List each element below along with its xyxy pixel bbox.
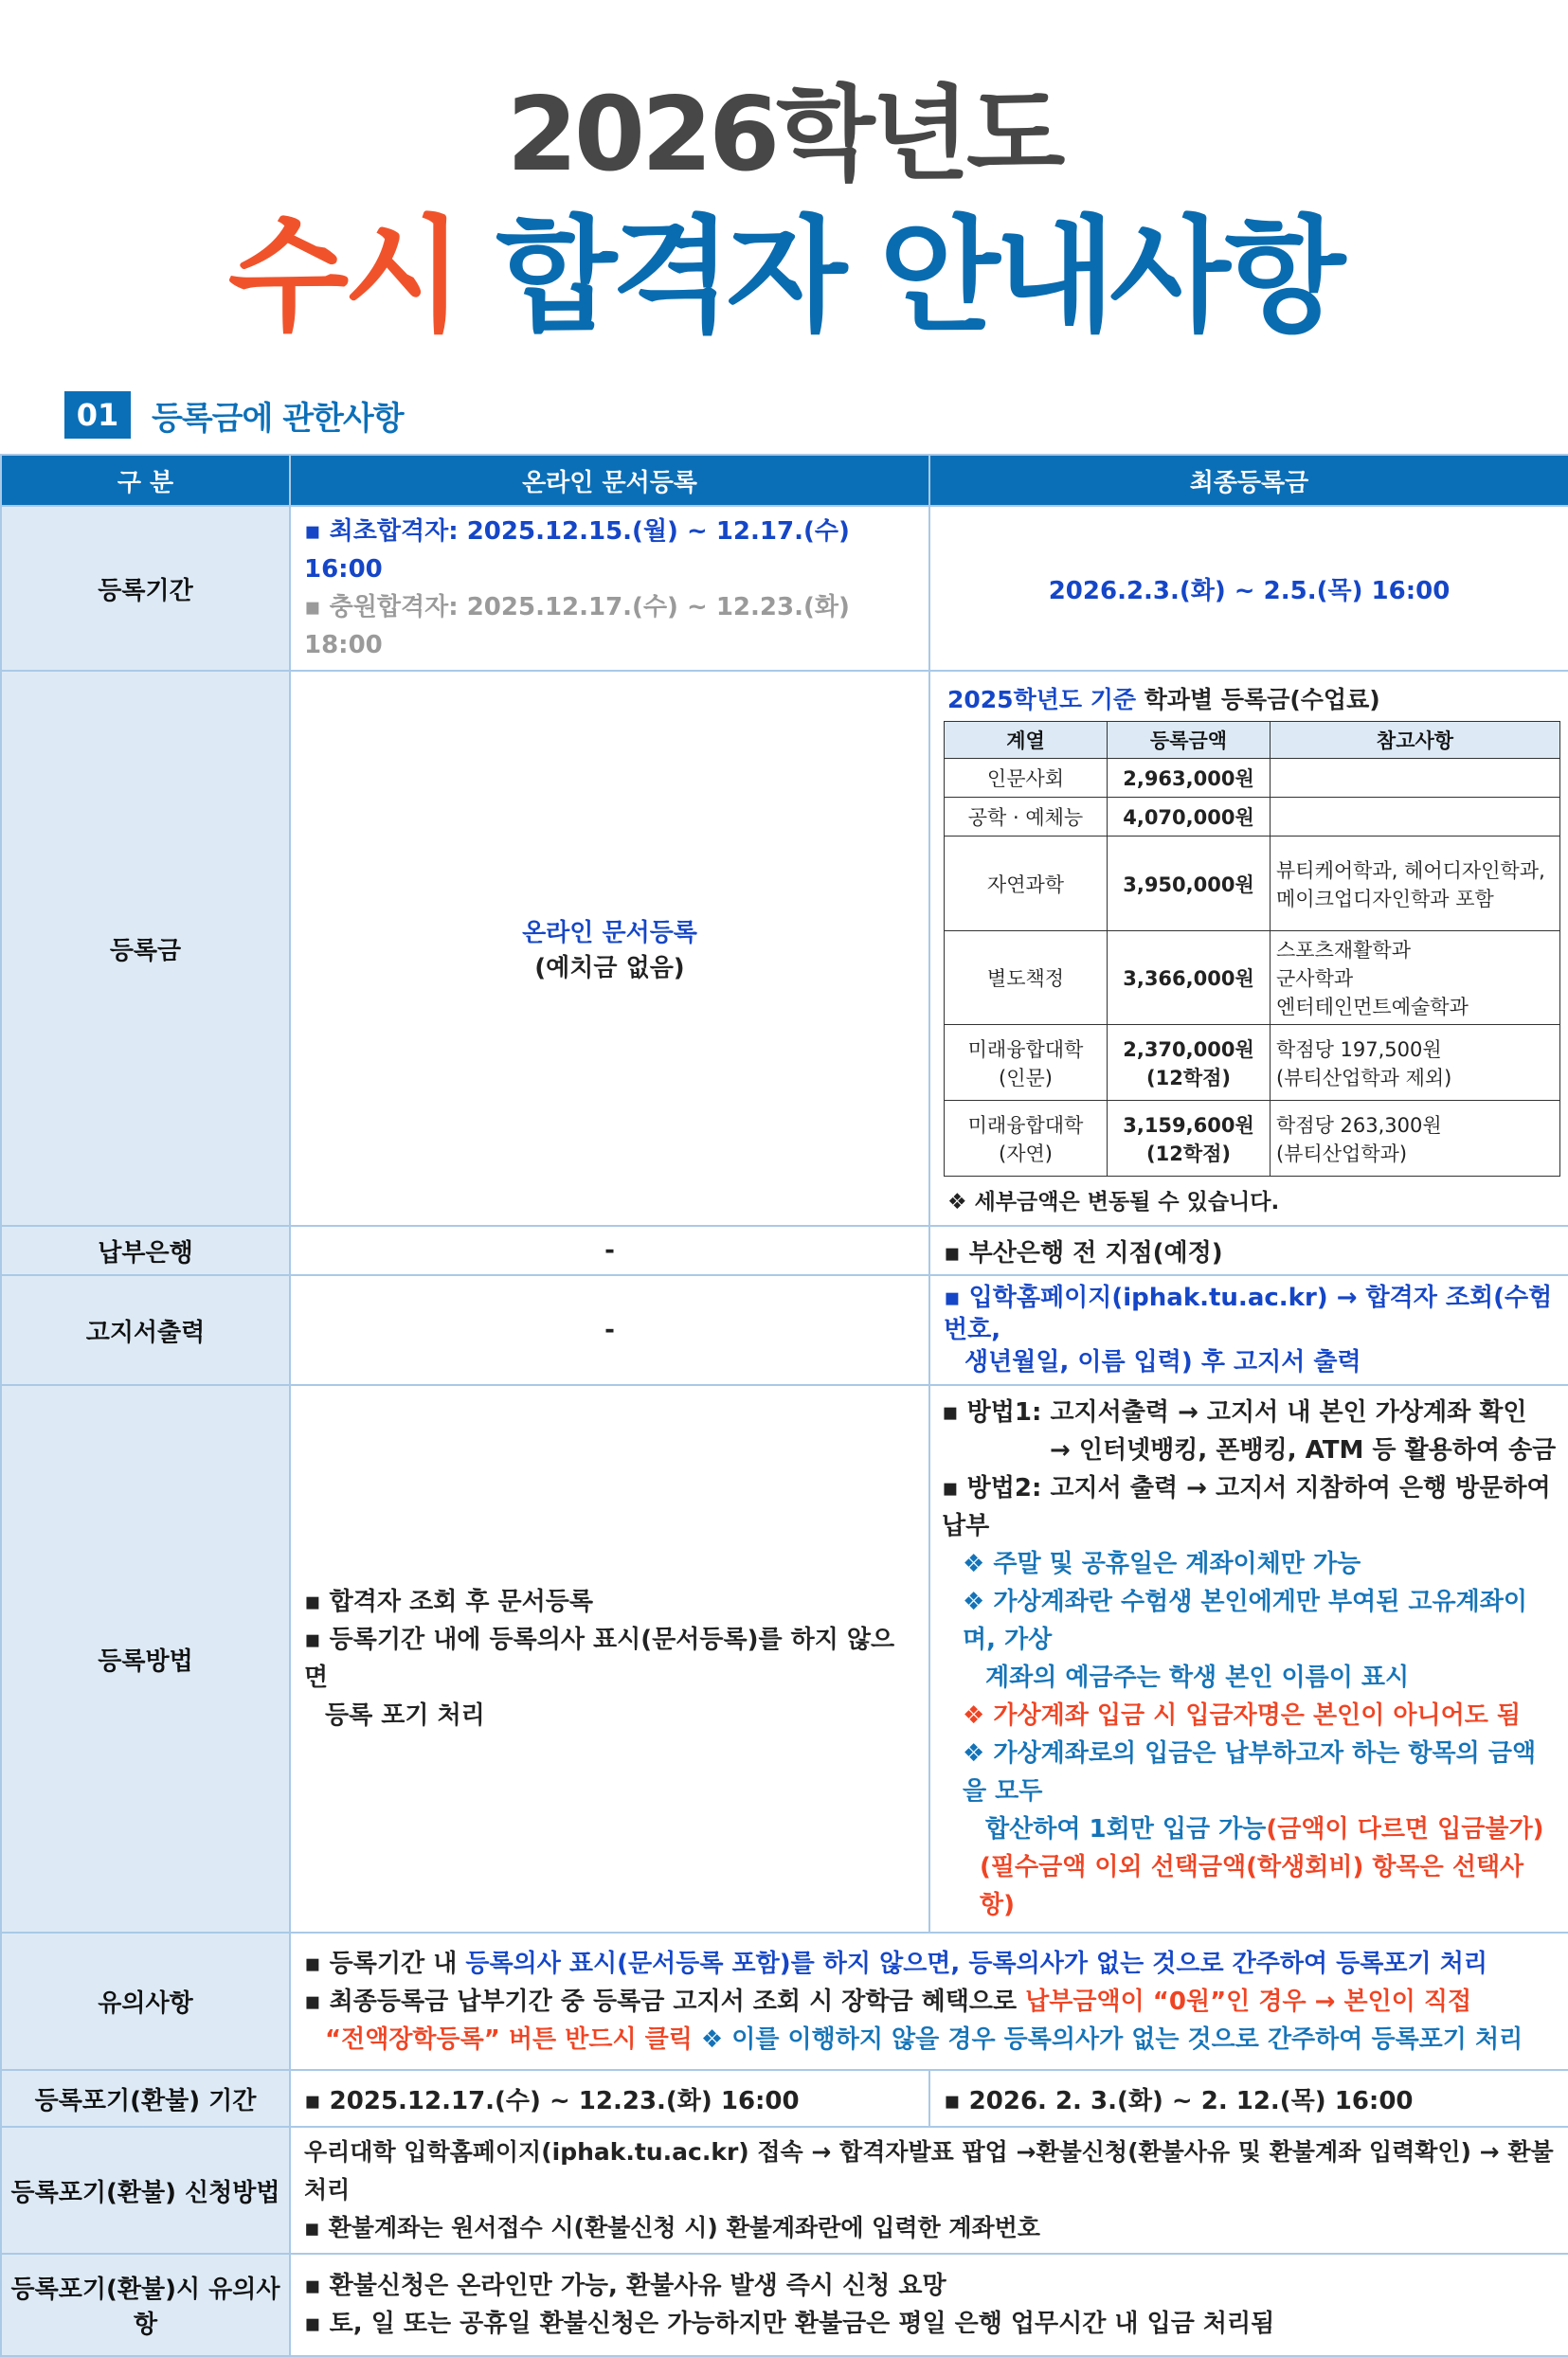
method-online-line1: ▪ 합격자 조회 후 문서등록	[304, 1588, 593, 1616]
refund-caution-line1: ▪ 환불신청은 온라인만 가능, 환불사유 발생 즉시 신청 요망	[304, 2272, 946, 2300]
fee-field-line: (자연)	[999, 1142, 1053, 1165]
fee-row	[945, 798, 1560, 837]
fee-amount: 4,070,000원	[1108, 798, 1271, 837]
fee-header-note: 참고사항	[1271, 722, 1560, 759]
method-online-line2: ▪ 등록기간 내에 등록의사 표시(문서등록)를 하지 않으면	[304, 1626, 895, 1692]
method-note-virtual-account-cont: 계좌의 예금주는 학생 본인 이름이 표시	[985, 1664, 1410, 1692]
caution-line1-prefix: ▪ 등록기간 내	[304, 1949, 466, 1978]
fee-row	[945, 759, 1560, 798]
fee-note	[1271, 798, 1560, 837]
method-2: ▪ 방법2: 고지서 출력 → 고지서 지참하여 은행 방문하여 납부	[942, 1474, 1551, 1540]
label-refund-method: 등록포기(환불) 신청방법	[1, 2127, 290, 2254]
method-note-depositor: ❖ 가상계좌 입금 시 입금자명은 본인이 아니어도 됨	[963, 1701, 1521, 1730]
notice-print-line1: ▪ 입학홈페이지(iphak.tu.ac.kr) → 합격자 조회(수험번호,	[944, 1284, 1553, 1344]
fee-amount-line: (12학점)	[1146, 1066, 1231, 1089]
fee-field	[945, 1025, 1108, 1101]
cell-caution	[290, 1933, 1568, 2070]
label-caution: 유의사항	[1, 1933, 290, 2070]
section-title: 등록금에 관한사항	[152, 399, 404, 438]
label-tuition: 등록금	[1, 671, 290, 1226]
method-online-line3: 등록 포기 처리	[325, 1701, 485, 1730]
label-period: 등록기간	[1, 506, 290, 671]
header-final: 최종등록금	[929, 455, 1568, 506]
fee-header-field: 계열	[945, 722, 1108, 759]
fee-amount: 3,366,000원	[1108, 931, 1271, 1025]
fee-field-line: 미래융합대학	[967, 1113, 1084, 1137]
caution-line2-emphasis: 납부금액이 “0원”인 경우 → 본인이 직접	[1025, 1987, 1472, 2016]
fee-title-year: 2025학년도 기준	[947, 686, 1137, 713]
fee-amount-line: 2,370,000원	[1123, 1037, 1254, 1061]
fee-note	[1271, 837, 1560, 931]
tuition-online-line1: 온라인 문서등록	[522, 919, 697, 947]
fee-note-line: 학점당 197,500원	[1276, 1037, 1442, 1061]
method-1-continued: → 인터넷뱅킹, 폰뱅킹, ATM 등 활용하여 송금	[1050, 1436, 1557, 1465]
fee-note-line: 뷰티케어학과, 헤어디자인학과,	[1276, 858, 1545, 882]
header-category: 구 분	[1, 455, 290, 506]
refund-period-online: ▪ 2025.12.17.(수) ~ 12.23.(화) 16:00	[290, 2070, 929, 2127]
caution-line3-warning: ❖ 이를 이행하지 않을 경우 등록의사가 없는 것으로 간주하여 등록포기 처리	[692, 2024, 1523, 2054]
cell-period-final	[929, 506, 1568, 671]
fee-table-title	[947, 681, 1560, 715]
fee-field: 자연과학	[945, 837, 1108, 931]
fee-amount: 2,963,000원	[1108, 759, 1271, 798]
method-1: ▪ 방법1: 고지서출력 → 고지서 내 본인 가상계좌 확인	[942, 1398, 1527, 1427]
section-heading	[64, 391, 404, 439]
fee-row	[945, 1025, 1560, 1101]
title-part-2: 합격자 안내사항	[496, 204, 1341, 350]
caution-line1	[304, 1945, 1555, 1983]
fee-footnote: ❖ 세부금액은 변동될 수 있습니다.	[947, 1190, 1280, 1214]
row-refund-caution	[1, 2254, 1568, 2356]
cell-method-online	[290, 1385, 929, 1933]
fee-amount	[1108, 1025, 1271, 1101]
fee-field-line: 미래융합대학	[967, 1037, 1084, 1061]
fee-amount	[1108, 1101, 1271, 1177]
fee-note	[1271, 759, 1560, 798]
refund-caution-line2: ▪ 토, 일 또는 공휴일 환불신청은 가능하지만 환불금은 평일 은행 업무시간 내 입금 처리됨	[304, 2310, 1275, 2338]
label-method: 등록방법	[1, 1385, 290, 1933]
fee-note-line: 엔터테인먼트예술학과	[1276, 996, 1469, 1018]
bank-final: ▪ 부산은행 전 지점(예정)	[929, 1226, 1568, 1275]
fee-row	[945, 837, 1560, 931]
row-bank	[1, 1226, 1568, 1275]
caution-line1-emphasis: 등록의사 표시(문서등록 포함)를 하지 않으면, 등록의사가 없는 것으로 간주하여 등록포기 처리	[465, 1949, 1487, 1978]
fee-title-rest: 학과별 등록금(수업료)	[1136, 686, 1380, 713]
fee-field: 인문사회	[945, 759, 1108, 798]
fee-header-amount: 등록금액	[1108, 722, 1271, 759]
fee-header-row	[945, 722, 1560, 759]
label-bank: 납부은행	[1, 1226, 290, 1275]
method-note-single-deposit-cont	[942, 1810, 1559, 1848]
year-title: 2026학년도	[506, 76, 1062, 194]
cell-period-online	[290, 506, 929, 671]
period-final: 2026.2.3.(화) ~ 2.5.(목) 16:00	[1048, 576, 1451, 605]
method-note-optional: (필수금액 이외 선택금액(학생회비) 항목은 선택사항)	[980, 1853, 1524, 1919]
fee-note-line: (뷰티산업학과 제외)	[1276, 1066, 1452, 1089]
row-refund-method	[1, 2127, 1568, 2254]
main-title	[0, 175, 1568, 355]
fee-field	[945, 1101, 1108, 1177]
section-number: 01	[64, 391, 131, 439]
fee-row	[945, 1101, 1560, 1177]
refund-method-line1: 우리대학 입학홈페이지(iphak.tu.ac.kr) 접속 → 합격자발표 팝업 →환불신청(환불사유 및 환불계좌 입력확인) → 환불처리	[304, 2138, 1554, 2204]
period-additional-round: ▪ 충원합격자: 2025.12.17.(수) ~ 12.23.(화) 18:00	[304, 593, 850, 659]
row-notice-print	[1, 1275, 1568, 1385]
fee-note-line: 학점당 263,300원	[1276, 1113, 1442, 1137]
cell-refund-caution	[290, 2254, 1568, 2356]
method-note-virtual-account: ❖ 가상계좌란 수험생 본인에게만 부여된 고유계좌이며, 가상	[963, 1588, 1528, 1654]
fee-note	[1271, 931, 1560, 1025]
row-method	[1, 1385, 1568, 1933]
tuition-info-table	[0, 454, 1568, 2357]
fee-row	[945, 931, 1560, 1025]
caution-line3	[304, 2021, 1555, 2059]
fee-note-line: 메이크업디자인학과 포함	[1276, 887, 1494, 910]
caution-line2-prefix: ▪ 최종등록금 납부기간 중 등록금 고지서 조회 시 장학금 혜택으로	[304, 1987, 1026, 2016]
fee-note	[1271, 1025, 1560, 1101]
method-note-single-deposit: ❖ 가상계좌로의 입금은 납부하고자 하는 항목의 금액을 모두	[963, 1739, 1537, 1806]
cell-method-final	[929, 1385, 1568, 1933]
bank-online: -	[290, 1226, 929, 1275]
header-online: 온라인 문서등록	[290, 455, 929, 506]
method-note-weekend: ❖ 주말 및 공휴일은 계좌이체만 가능	[963, 1550, 1361, 1578]
fee-field: 공학 · 예체능	[945, 798, 1108, 837]
fee-field-line: (인문)	[999, 1066, 1053, 1089]
label-notice-print: 고지서출력	[1, 1275, 290, 1385]
fee-note-line: (뷰티산업학과)	[1276, 1142, 1408, 1165]
label-refund-caution: 등록포기(환불)시 유의사항	[1, 2254, 290, 2356]
fee-amount-line: (12학점)	[1146, 1142, 1231, 1165]
cell-tuition-final	[929, 671, 1568, 1226]
fee-field: 별도책정	[945, 931, 1108, 1025]
refund-period-final: ▪ 2026. 2. 3.(화) ~ 2. 12.(목) 16:00	[929, 2070, 1568, 2127]
fee-amount-line: 3,159,600원	[1123, 1113, 1254, 1137]
fee-note-line: 군사학과	[1276, 967, 1354, 990]
method-note-mismatch: (금액이 다르면 입금불가)	[1266, 1815, 1544, 1844]
notice-print-line2: 생년월일, 이름 입력) 후 고지서 출력	[964, 1348, 1361, 1376]
fee-note-line: 스포츠재활학과	[1276, 939, 1412, 962]
fee-amount: 3,950,000원	[1108, 837, 1271, 931]
cell-tuition-online	[290, 671, 929, 1226]
caution-line3-button: “전액장학등록” 버튼 반드시 클릭	[325, 2024, 693, 2054]
method-note-sum: 합산하여 1회만 입금 가능	[985, 1815, 1267, 1844]
notice-print-online: -	[290, 1275, 929, 1385]
fee-table	[944, 721, 1560, 1177]
cell-notice-print-final	[929, 1275, 1568, 1385]
cell-refund-method	[290, 2127, 1568, 2254]
row-refund-period	[1, 2070, 1568, 2127]
period-first-round: ▪ 최초합격자: 2025.12.15.(월) ~ 12.17.(수) 16:00	[304, 517, 850, 584]
row-caution	[1, 1933, 1568, 2070]
label-refund-period: 등록포기(환불) 기간	[1, 2070, 290, 2127]
fee-note	[1271, 1101, 1560, 1177]
table-header-row	[1, 455, 1568, 506]
title-part-1: 수시	[227, 204, 459, 350]
caution-line2	[304, 1983, 1555, 2021]
refund-method-line2: ▪ 환불계좌는 원서접수 시(환불신청 시) 환불계좌란에 입력한 계좌번호	[304, 2214, 1040, 2241]
row-period	[1, 506, 1568, 671]
row-tuition	[1, 671, 1568, 1226]
tuition-online-line2: (예치금 없음)	[534, 954, 685, 982]
